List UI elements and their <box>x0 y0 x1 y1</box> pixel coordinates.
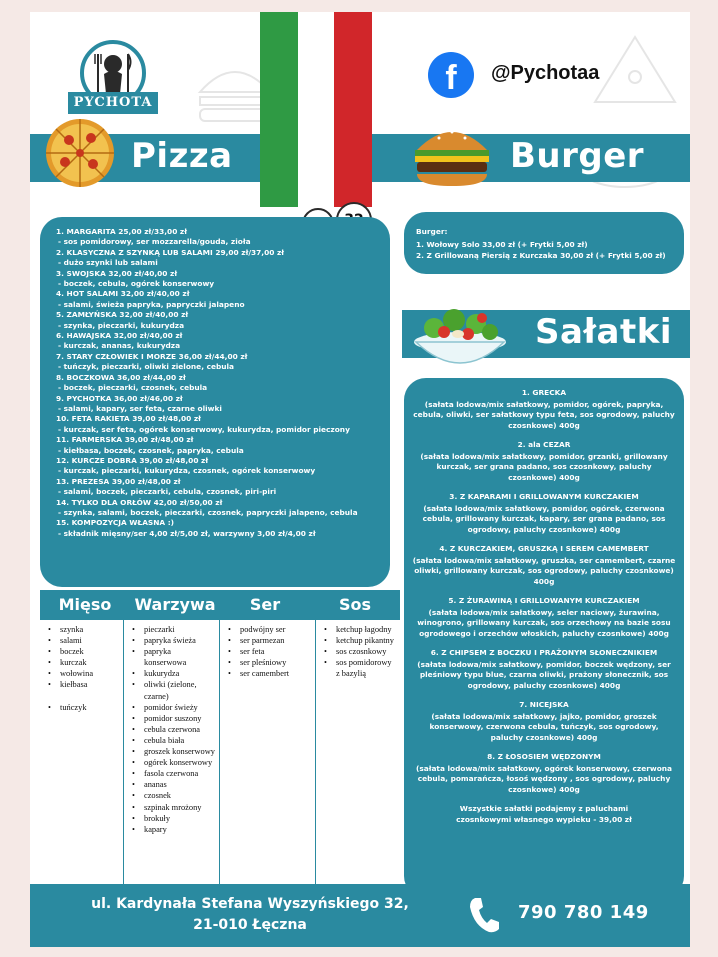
salad-title: 5. Z ŻURAWINĄ I GRILLOWANYM KURCZAKIEM <box>448 596 640 605</box>
ingredient-sos: • sos czosnkowy <box>322 646 396 657</box>
salads-note: Wszystkie sałatki podajemy z paluchami czosnkowymi własnego wypieku - 39,00 zł <box>456 804 632 824</box>
header-ser: Ser <box>249 595 281 614</box>
salads-section-title: Sałatki <box>535 312 673 352</box>
ingredient-ser: • podwójny ser <box>226 624 311 635</box>
column-warzywa <box>124 620 220 890</box>
pizza-item-name: 14. TYLKO DLA ORŁÓW 42,00 zł/50,00 zł <box>56 497 223 507</box>
flag-red-stripe <box>334 12 372 207</box>
facebook-icon[interactable]: f <box>428 52 474 98</box>
salad-list <box>412 388 676 795</box>
pizza-item-name: 13. PREZESA 39,00 zł/48,00 zł <box>56 476 181 486</box>
ingredient-warzywa: • pomidor świeży <box>130 702 215 713</box>
pizza-item-desc: - salami, boczek, pieczarki, cebula, czosnek, piri-piri <box>58 487 277 497</box>
ingredient-warzywa: • pomidor suszony <box>130 713 215 724</box>
pizza-item-name: 2. KLASYCZNA Z SZYNKĄ LUB SALAMI 29,00 zł/37,00 zł <box>56 247 285 257</box>
ingredient-warzywa: • kukurydza <box>130 668 215 679</box>
pizza-item-name: 6. HAWAJSKA 32,00 zł/40,00 zł <box>56 331 183 341</box>
salad-desc: (sałata lodowa/mix sałatkowy, seler naciowy, żurawina, winogrono, grillowany kurczak, sos orzechowy na bazie sosu ogrodowego i orzechów włoskich, paluchy czosnkowe) 400g <box>417 607 671 638</box>
pizza-item-desc: - kurczak, pieczarki, kukurydza, czosnek, ogórek konserwowy <box>58 466 316 476</box>
ingredient-sos: • ketchup łagodny <box>322 624 396 635</box>
pizza-item-desc: - składnik mięsny/ser 4,00 zł/5,00 zł, warzywny 3,00 zł/4,00 zł <box>58 528 316 538</box>
burger-section-title: Burger <box>510 136 645 176</box>
ingredient-sos: • ketchup pikantny <box>322 635 396 646</box>
address-line-2: 21-010 Łęczna <box>193 917 307 933</box>
phone-icon <box>468 896 500 934</box>
pizza-item-name: 12. KURCZE DOBRA 39,00 zł/48,00 zł <box>56 455 209 465</box>
facebook-handle[interactable]: @Pychotaa <box>491 62 600 84</box>
ingredient-ser: • ser feta <box>226 646 311 657</box>
column-sos <box>316 620 400 890</box>
salad-item <box>412 492 676 535</box>
ingredient-warzywa: • czosnek <box>130 790 215 801</box>
ingredient-warzywa: • szpinak mrożony <box>130 802 215 813</box>
burger-list-panel <box>404 212 684 274</box>
ingredient-mieso: • szynka <box>46 624 119 635</box>
salad-desc: (sałata lodowa/mix sałatkowy, ogórek konserwowy, czerwona cebula, pomarańcza, łosoś wędzony , sos ogrodowy, paluchy czosnkowe) 400g <box>415 763 673 794</box>
burger-item: 2. Z Grillowaną Piersią z Kurczaka 30,00 zł (+ Frytki 5,00 zł) <box>416 251 666 260</box>
burger-icon <box>411 120 493 190</box>
pizza-item-desc: - salami, kapary, ser feta, czarne oliwki <box>58 403 222 413</box>
column-ser <box>220 620 316 890</box>
pizza-item-name: 4. HOT SALAMI 32,00 zł/40,00 zł <box>56 289 190 299</box>
pizza-item-desc: - boczek, pieczarki, czosnek, cebula <box>58 383 208 393</box>
ingredient-mieso: • tuńczyk <box>46 702 119 713</box>
salad-title: 8. Z ŁOSOSIEM WĘDZONYM <box>487 752 601 761</box>
salad-desc: (sałata lodowa/mix sałatkowy, pomidor, ogórek, czerwona cebula, grillowany kurczak, kapary, ser grana padano, sos ogrodowy, paluchy czosnkowe) 400g <box>422 503 666 534</box>
phone-number[interactable]: 790 780 149 <box>518 902 649 923</box>
ingredient-warzywa: • brokuły <box>130 813 215 824</box>
logo <box>68 40 158 122</box>
pizza-item-desc: - kurczak, ser feta, ogórek konserwowy, kukurydza, pomidor pieczony <box>58 424 350 434</box>
ingredient-ser: • ser camembert <box>226 668 311 679</box>
pizza-item-desc: - boczek, cebula, ogórek konserwowy <box>58 279 215 289</box>
salad-bowl-icon <box>410 294 510 374</box>
header-mieso: Mięso <box>58 595 112 614</box>
ingredient-mieso: • salami <box>46 635 119 646</box>
header-warzywa: Warzywa <box>134 595 216 614</box>
ingredient-warzywa: • kapary <box>130 824 215 835</box>
menu-page <box>30 12 690 947</box>
logo-text: PYCHOTA <box>68 92 158 114</box>
salad-item <box>412 596 676 639</box>
ingredient-sos: • sos pomidorowy z bazylią <box>322 657 396 679</box>
ingredient-mieso: • boczek <box>46 646 119 657</box>
ingredient-warzywa: • pieczarki <box>130 624 215 635</box>
ingredient-warzywa: • cebula czerwona <box>130 724 215 735</box>
ingredient-warzywa: • papryka konserwowa <box>130 646 215 668</box>
ingredient-warzywa: • groszek konserwowy <box>130 746 215 757</box>
pizza-list <box>56 227 378 539</box>
pizza-item-desc: - szynka, pieczarki, kukurydza <box>58 320 185 330</box>
ingredient-warzywa: • cebula biała <box>130 735 215 746</box>
salad-desc: (sałata lodowa/mix sałatkowy, pomidor, grzanki, grillowany kurczak, ser grana padano, sos czosnkowy, paluchy czosnkowe) 400g <box>420 451 668 482</box>
pizza-item-name: 15. KOMPOZYCJA WŁASNA :) <box>56 518 175 528</box>
ingredient-warzywa: • fasola czerwona <box>130 768 215 779</box>
ingredient-warzywa: • ananas <box>130 779 215 790</box>
ingredient-warzywa: • oliwki (zielone, czarne) <box>130 679 215 701</box>
pizza-item-name: 8. BOCZKOWA 36,00 zł/44,00 zł <box>56 372 186 382</box>
salad-item <box>412 544 676 587</box>
salad-title: 1. GRECKA <box>521 388 567 397</box>
flag-white-stripe <box>298 12 334 207</box>
pizza-item-name: 5. ZAMŁYŃSKA 32,00 zł/40,00 zł <box>56 310 189 320</box>
pizza-item-name: 9. PYCHOTKA 36,00 zł/46,00 zł <box>56 393 183 403</box>
salad-title: 4. Z KURCZAKIEM, GRUSZKĄ I SEREM CAMEMBERT <box>439 544 649 553</box>
header-sos: Sos <box>338 595 372 614</box>
salad-item <box>412 648 676 691</box>
flag-green-stripe <box>260 12 298 207</box>
burger-heading: Burger: <box>416 227 448 236</box>
salad-desc: (sałata lodowa/mix sałatkowy, jajko, pomidor, groszek konserwowy, czerwona cebula, tuńczyk, sos ogrodowy, paluchy czosnkowe) 400g <box>429 711 659 742</box>
pizza-icon <box>43 116 117 190</box>
pizza-item-desc: - szynka, salami, boczek, pieczarki, czosnek, papryczki jalapeno, cebula <box>58 507 358 517</box>
pizza-item-desc: - kiełbasa, boczek, czosnek, papryka, cebula <box>58 445 244 455</box>
ingredient-ser: • ser pleśniowy <box>226 657 311 668</box>
ingredients-table-header <box>40 590 400 620</box>
ingredient-mieso: • kiełbasa <box>46 679 119 690</box>
pizza-item-name: 1. MARGARITA 25,00 zł/33,00 zł <box>56 227 187 236</box>
ingredient-mieso: • wołowina <box>46 668 119 679</box>
pizza-item-name: 3. SWOJSKA 32,00 zł/40,00 zł <box>56 268 178 278</box>
column-mieso <box>40 620 124 890</box>
salad-title: 3. Z KAPARAMI I GRILLOWANYM KURCZAKIEM <box>449 492 639 501</box>
salad-item <box>412 700 676 743</box>
burger-item: 1. Wołowy Solo 33,00 zł (+ Frytki 5,00 zł) <box>416 240 588 249</box>
pizza-list-panel <box>40 217 390 587</box>
address <box>70 894 430 936</box>
salad-list-panel <box>404 378 684 898</box>
salad-desc: (sałata lodowa/mix sałatkowy, pomidor, ogórek, papryka, cebula, oliwki, ser sałatkowy typu feta, sos ogrodowy, paluchy czosnkowe) 400g <box>413 399 675 430</box>
pizza-item-desc: - salami, świeża papryka, papryczki jalapeno <box>58 299 245 309</box>
ingredient-warzywa: • papryka świeża <box>130 635 215 646</box>
salad-desc: (sałata lodowa/mix sałatkowy, pomidor, boczek wędzony, ser pleśniowy typu blue, czarna oliwki, prażony słonecznik, sos ogrodowy, paluchy czosnkowe) 400g <box>417 659 671 690</box>
pizza-item-desc: - sos pomidorowy, ser mozzarella/gouda, zioła <box>58 237 251 247</box>
ingredient-ser: • ser parmezan <box>226 635 311 646</box>
pizza-item-desc: - tuńczyk, pieczarki, oliwki zielone, cebula <box>58 362 235 372</box>
salad-item <box>412 752 676 795</box>
salad-title: 7. NICEJSKA <box>519 700 569 709</box>
ingredient-mieso: • kurczak <box>46 657 119 668</box>
pizza-item-name: 10. FETA RAKIETA 39,00 zł/48,00 zł <box>56 414 201 424</box>
salad-desc: (sałata lodowa/mix sałatkowy, gruszka, ser camembert, czarne oliwki, grillowany kurczak, sos ogrodowy, paluchy czosnkowe) 400g <box>412 555 676 586</box>
salad-item <box>412 388 676 431</box>
pizza-section-title: Pizza <box>131 136 233 176</box>
salad-title: 2. ala CEZAR <box>517 440 571 449</box>
salad-item <box>412 440 676 483</box>
pizza-item-desc: - dużo szynki lub salami <box>58 258 158 268</box>
ingredients-table <box>40 620 400 890</box>
ingredient-warzywa: • ogórek konserwowy <box>130 757 215 768</box>
pizza-item-name: 11. FARMERSKA 39,00 zł/48,00 zł <box>56 435 194 445</box>
background-doodle-pizza <box>590 32 680 112</box>
address-line-1: ul. Kardynała Stefana Wyszyńskiego 32, <box>91 896 409 912</box>
pizza-item-desc: - kurczak, ananas, kukurydza <box>58 341 181 351</box>
pizza-item-name: 7. STARY CZŁOWIEK I MORZE 36,00 zł/44,00 zł <box>56 351 248 361</box>
salad-title: 6. Z CHIPSEM Z BOCZKU I PRAŻONYM SŁONECZNIKIEM <box>430 648 658 657</box>
